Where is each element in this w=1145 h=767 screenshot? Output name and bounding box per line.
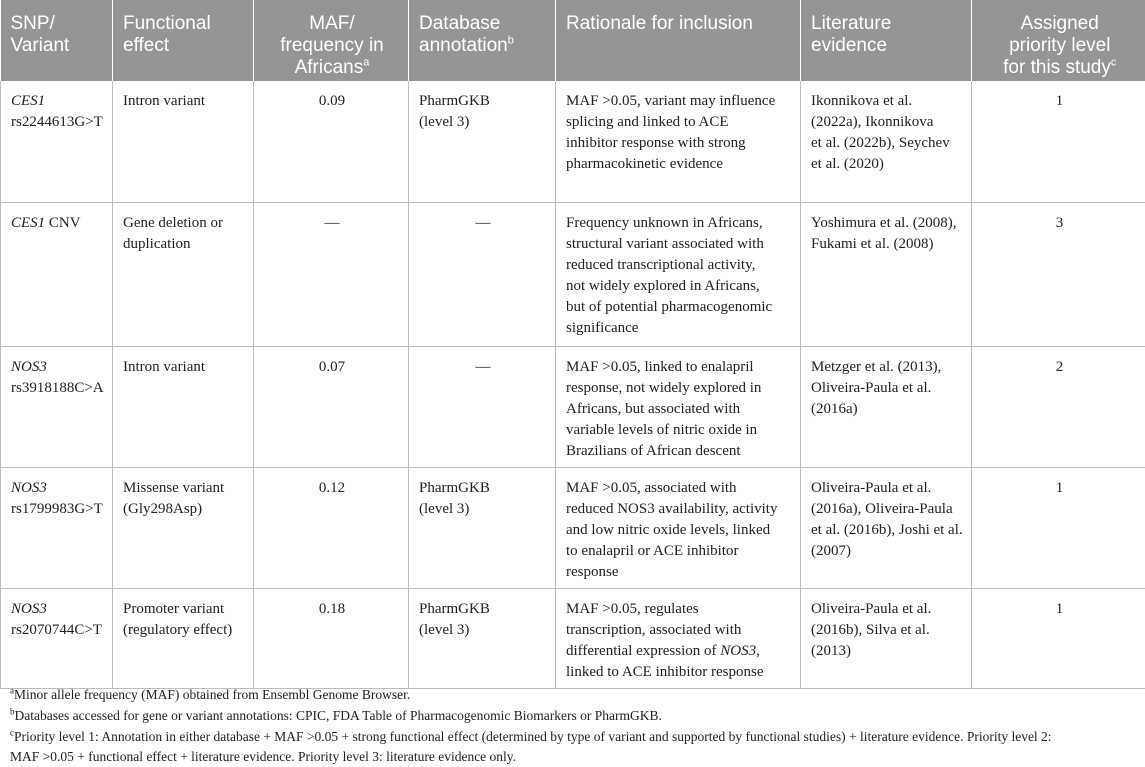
cell-database: —	[409, 202, 556, 346]
cell-priority: 1	[972, 588, 1145, 688]
footnote-c: $^c$Priority level 1: Annotation in either database + MAF >0.05 + strong functional effect (determined by type of variant and supported by functional studies) + literature evidence. Priority level 2: MAF >0.05 + functional effect + literature evidence. Priority level 3: literature evidence only.	[10, 727, 1140, 767]
cell-snp: CES1 CNV	[1, 202, 113, 346]
cell-database: PharmGKB (level 3)	[409, 588, 556, 688]
header-functional-effect: Functional effect	[113, 0, 254, 81]
header-database-annotation: Database annotation$^b$	[409, 0, 556, 81]
table-row	[1, 346, 1145, 467]
header-snp-variant: SNP/ Variant	[1, 0, 113, 81]
cell-effect: Intron variant	[113, 81, 254, 202]
cell-rationale: MAF >0.05, regulates transcription, associated with differential expression of NOS3, linked to ACE inhibitor response	[556, 588, 801, 688]
table-row	[1, 202, 1145, 346]
cell-effect: Promoter variant (regulatory effect)	[113, 588, 254, 688]
cell-literature: Yoshimura et al. (2008), Fukami et al. (2008)	[801, 202, 972, 346]
cell-priority: 1	[972, 467, 1145, 588]
cell-snp: NOS3 rs2070744C>T	[1, 588, 113, 688]
cell-priority: 3	[972, 202, 1145, 346]
cell-rationale: MAF >0.05, associated with reduced NOS3 availability, activity and low nitric oxide levels, linked to enalapril or ACE inhibitor response	[556, 467, 801, 588]
cell-literature: Metzger et al. (2013), Oliveira-Paula et al. (2016a)	[801, 346, 972, 467]
cell-snp: NOS3 rs1799983G>T	[1, 467, 113, 588]
header-rationale: Rationale for inclusion	[556, 0, 801, 81]
cell-rationale: MAF >0.05, linked to enalapril response, not widely explored in Africans, but associated with variable levels of nitric oxide in Brazilians of African descent	[556, 346, 801, 467]
footnote-mark-b: b	[508, 35, 514, 47]
cell-effect: Missense variant (Gly298Asp)	[113, 467, 254, 588]
cell-maf: 0.18	[254, 588, 409, 688]
table-row	[1, 81, 1145, 202]
header-priority-level: Assigned priority level for this study$^c$	[972, 0, 1145, 81]
header-literature-evidence: Literature evidence	[801, 0, 972, 81]
table-row	[1, 467, 1145, 588]
cell-literature: Oliveira-Paula et al. (2016b), Silva et al. (2013)	[801, 588, 972, 688]
cell-rationale: Frequency unknown in Africans, structural variant associated with reduced transcriptional activity, not widely explored in Africans, but of potential pharmacogenomic significance	[556, 202, 801, 346]
cell-effect: Intron variant	[113, 346, 254, 467]
cell-database: —	[409, 346, 556, 467]
cell-maf: 0.12	[254, 467, 409, 588]
cell-rationale: MAF >0.05, variant may influence splicing and linked to ACE inhibitor response with strong pharmacokinetic evidence	[556, 81, 801, 202]
cell-snp: CES1 rs2244613G>T	[1, 81, 113, 202]
header-row	[1, 0, 1145, 81]
footnote-mark-c: c	[1111, 57, 1117, 69]
gene-symbol: NOS3	[720, 643, 756, 659]
footnote-b: $^b$Databases accessed for gene or variant annotations: CPIC, FDA Table of Pharmacogenomic Biomarkers or PharmGKB.	[10, 706, 1140, 726]
cell-effect: Gene deletion or duplication	[113, 202, 254, 346]
cell-priority: 1	[972, 81, 1145, 202]
footnote-a: $^a$Minor allele frequency (MAF) obtained from Ensembl Genome Browser.	[10, 685, 1140, 705]
table-row	[1, 588, 1145, 688]
cell-database: PharmGKB (level 3)	[409, 467, 556, 588]
footnote-mark-a: a	[363, 57, 369, 69]
header-maf: MAF/ frequency in Africans$^a$	[254, 0, 409, 81]
cell-maf: 0.09	[254, 81, 409, 202]
cell-literature: Ikonnikova et al. (2022a), Ikonnikova et al. (2022b), Seychev et al. (2020)	[801, 81, 972, 202]
cell-maf: 0.07	[254, 346, 409, 467]
cell-maf: —	[254, 202, 409, 346]
cell-snp: NOS3 rs3918188C>A	[1, 346, 113, 467]
cell-priority: 2	[972, 346, 1145, 467]
cell-database: PharmGKB (level 3)	[409, 81, 556, 202]
cell-literature: Oliveira-Paula et al. (2016a), Oliveira-Paula et al. (2016b), Joshi et al. (2007)	[801, 467, 972, 588]
